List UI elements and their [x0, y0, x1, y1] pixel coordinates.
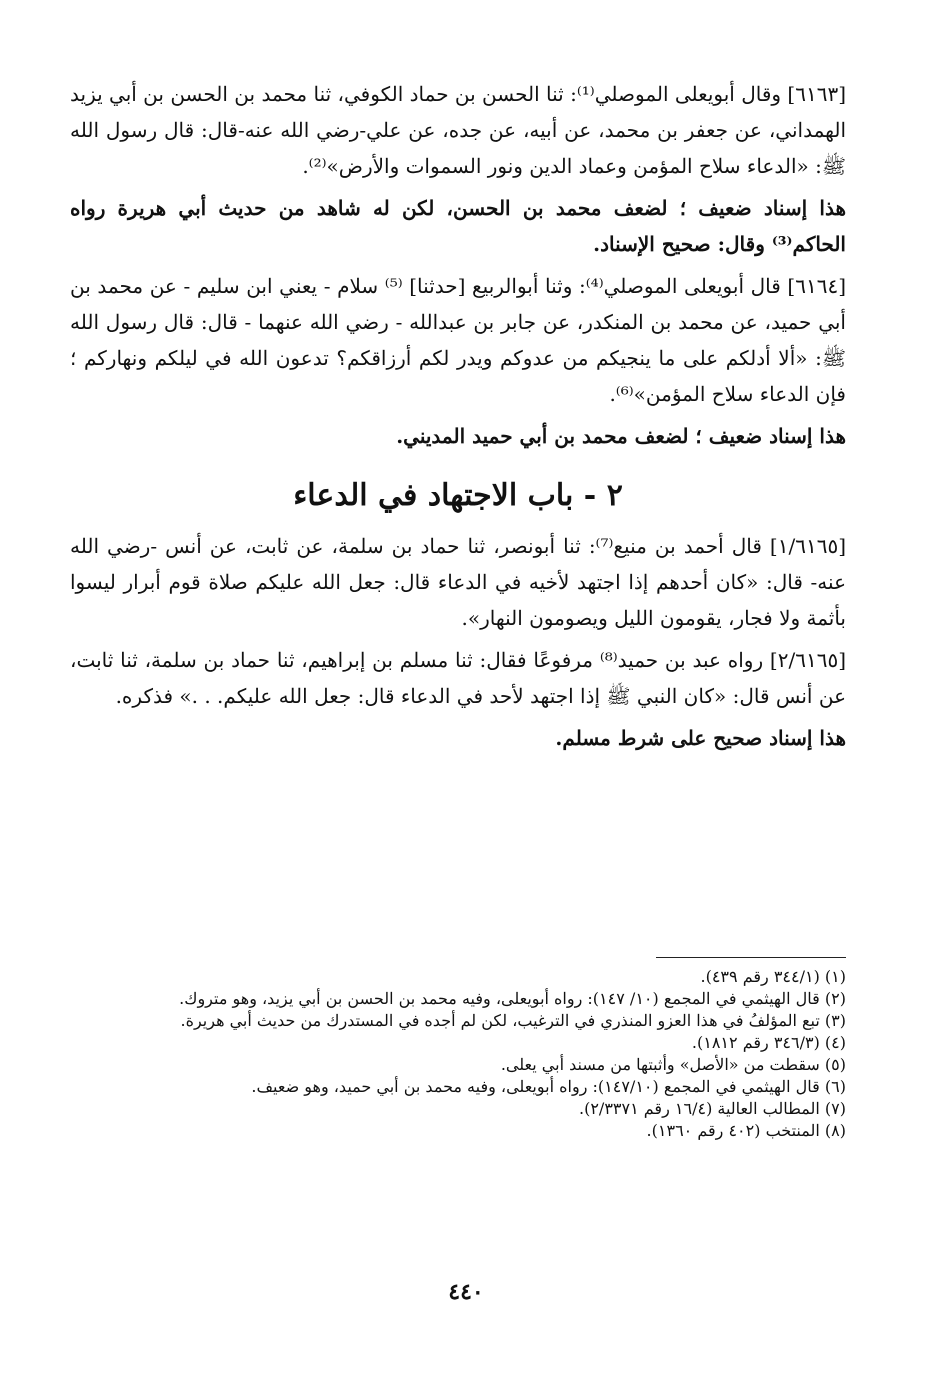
footnote-3: (٣) تبع المؤلفُ في هذا العزو المنذري في الترغيب، لكن لم أجده في المستدرك من حديث أبي هريرة.: [180, 1011, 846, 1030]
main-text: [70, 76, 846, 760]
page-number: ٤٤٠: [448, 1279, 484, 1305]
hadith-6165-1: [١/٦١٦٥] قال أحمد بن منيع⁽⁷⁾: ثنا أبونصر، ثنا حماد بن سلمة، عن ثابت، عن أنس -رضي الله عنه- قال: «كان أحدهم إذا اجتهد لأخيه في الدعاء قال: جعل الله عليكم صلاة قوم أبرار ليسوا بأثمة ولا فجار، يقومون الليل ويصومون النهار».: [70, 534, 847, 630]
hadith-6164: [٦١٦٤] قال أبويعلى الموصلي⁽⁴⁾: وثنا أبوالربيع [حدثنا] ⁽⁵⁾ سلام - يعني ابن سليم - عن محمد بن أبي حميد، عن محمد بن المنكدر، عن جابر بن عبدالله - رضي الله عنهما - قال: قال رسول الله ﷺ: «ألا أدلكم على ما ينجيكم من عدوكم ويدر لكم أرزاقكم؟ تدعون الله في ليلكم ونهاركم ؛ فإن الدعاء سلاح المؤمن»⁽⁶⁾.: [70, 274, 846, 406]
hadith-6165-2: [٢/٦١٦٥] رواه عبد بن حميد⁽⁸⁾ مرفوعًا فقال: ثنا مسلم بن إبراهيم، ثنا حماد بن سلمة، ثنا ثابت، عن أنس قال: «كان النبي ﷺ إذا اجتهد لأحد في الدعاء قال: جعل الله عليكم. . .» فذكره.: [70, 648, 846, 708]
footnote-4: (٤) (٣٤٦/٣ رقم ١٨١٢).: [691, 1033, 846, 1052]
footnote-7: (٧) المطالب العالية (١٦/٤ رقم ٢/٣٣٧١).: [579, 1099, 846, 1118]
footnote-divider: [656, 957, 846, 958]
footnote-2: (٢) قال الهيثمي في المجمع (١٠/ ١٤٧): رواه أبويعلى، وفيه محمد بن الحسن بن أبي يزيد، وهو متروك.: [179, 989, 846, 1008]
footnotes: [76, 966, 846, 1142]
grading-6163: هذا إسناد ضعيف ؛ لضعف محمد بن الحسن، لكن له شاهد من حديث أبي هريرة رواه الحاكم⁽³⁾ وقال: صحيح الإسناد.: [70, 196, 846, 256]
footnote-6: (٦) قال الهيثمي في المجمع (١٤٧/١٠): رواه أبويعلى، وفيه محمد بن أبي حميد، وهو ضعيف.: [251, 1077, 846, 1096]
grading-6164: هذا إسناد ضعيف ؛ لضعف محمد بن أبي حميد المديني.: [396, 424, 846, 448]
footnote-5: (٥) سقطت من «الأصل» وأثبتها من مسند أبي يعلى.: [500, 1055, 846, 1074]
section-heading: ٢ - باب الاجتهاد في الدعاء: [293, 478, 623, 513]
grading-6165: هذا إسناد صحيح على شرط مسلم.: [555, 726, 846, 750]
footnote-1: (١) (٣٤٤/١ رقم ٤٣٩).: [700, 967, 846, 986]
hadith-6163: [٦١٦٣] وقال أبويعلى الموصلي⁽¹⁾: ثنا الحسن بن حماد الكوفي، ثنا محمد بن الحسن بن أبي يزيد الهمداني، عن جعفر بن محمد، عن أبيه، عن جده، عن علي-رضي الله عنه-قال: قال رسول الله ﷺ: «الدعاء سلاح المؤمن وعماد الدين ونور السموات والأرض»⁽²⁾.: [70, 82, 847, 178]
footnote-8: (٨) المنتخب (٤٠٢ رقم ١٣٦٠).: [646, 1121, 846, 1140]
